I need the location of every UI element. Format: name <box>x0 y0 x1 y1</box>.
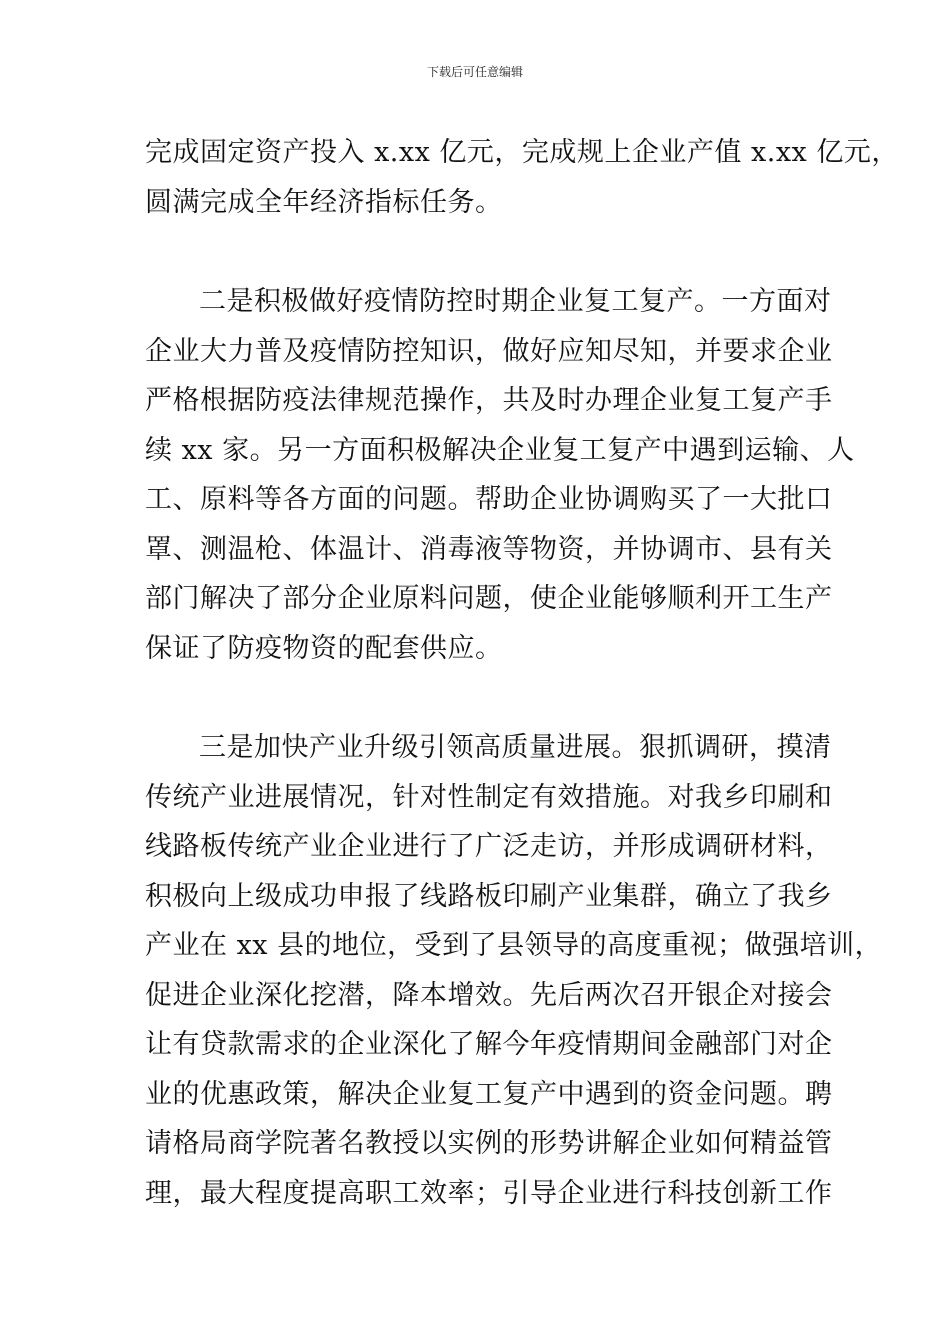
text-line: 传统产业进展情况，针对性制定有效措施。对我乡印刷和 <box>145 781 833 813</box>
text-line: 产业在 xx 县的地位，受到了县领导的高度重视；做强培训， <box>145 930 883 961</box>
text-line: 工、原料等各方面的问题。帮助企业协调购买了一大批口 <box>145 484 833 515</box>
paragraph-1 <box>145 128 899 227</box>
text-line: 理，最大程度提高职工效率；引导企业进行科技创新工作 <box>145 1177 833 1209</box>
paragraph-gap <box>145 227 830 277</box>
document-body <box>145 128 899 1218</box>
paragraph-gap <box>145 673 830 723</box>
text-line: 部门解决了部分企业原料问题，使企业能够顺利开工生产 <box>145 583 833 614</box>
text-line: 保证了防疫物资的配套供应。 <box>145 632 503 664</box>
page-header: 下载后可任意编辑 <box>426 65 523 79</box>
text-line: 严格根据防疫法律规范操作，共及时办理企业复工复产手 <box>145 385 833 416</box>
text-line: 积极向上级成功申报了线路板印刷产业集群，确立了我乡 <box>145 880 833 912</box>
text-line: 罩、测温枪、体温计、消毒液等物资，并协调市、县有关 <box>145 533 833 565</box>
text-line: 让有贷款需求的企业深化了解今年疫情期间金融部门对企 <box>145 1029 833 1060</box>
text-line: 请格局商学院著名教授以实例的形势讲解企业如何精益管 <box>145 1128 833 1159</box>
paragraph-3 <box>145 723 883 1218</box>
text-line: 圆满完成全年经济指标任务。 <box>145 186 503 218</box>
text-line: 促进企业深化挖潜，降本增效。先后两次召开银企对接会 <box>145 979 833 1011</box>
text-line: 业的优惠政策，解决企业复工复产中遇到的资金问题。聘 <box>145 1078 833 1110</box>
text-line: 企业大力普及疫情防控知识，做好应知尽知，并要求企业 <box>145 335 833 367</box>
paragraph-2 <box>145 277 855 673</box>
text-line: 二是积极做好疫情防控时期企业复工复产。一方面对 <box>199 286 832 317</box>
text-line: 完成固定资产投入 x.xx 亿元，完成规上企业产值 x.xx 亿元， <box>145 137 899 168</box>
text-line: 续 xx 家。另一方面积极解决企业复工复产中遇到运输、人 <box>145 434 855 466</box>
text-line: 线路板传统产业企业进行了广泛走访，并形成调研材料， <box>145 831 833 862</box>
text-line: 三是加快产业升级引领高质量进展。狠抓调研，摸清 <box>199 732 832 763</box>
